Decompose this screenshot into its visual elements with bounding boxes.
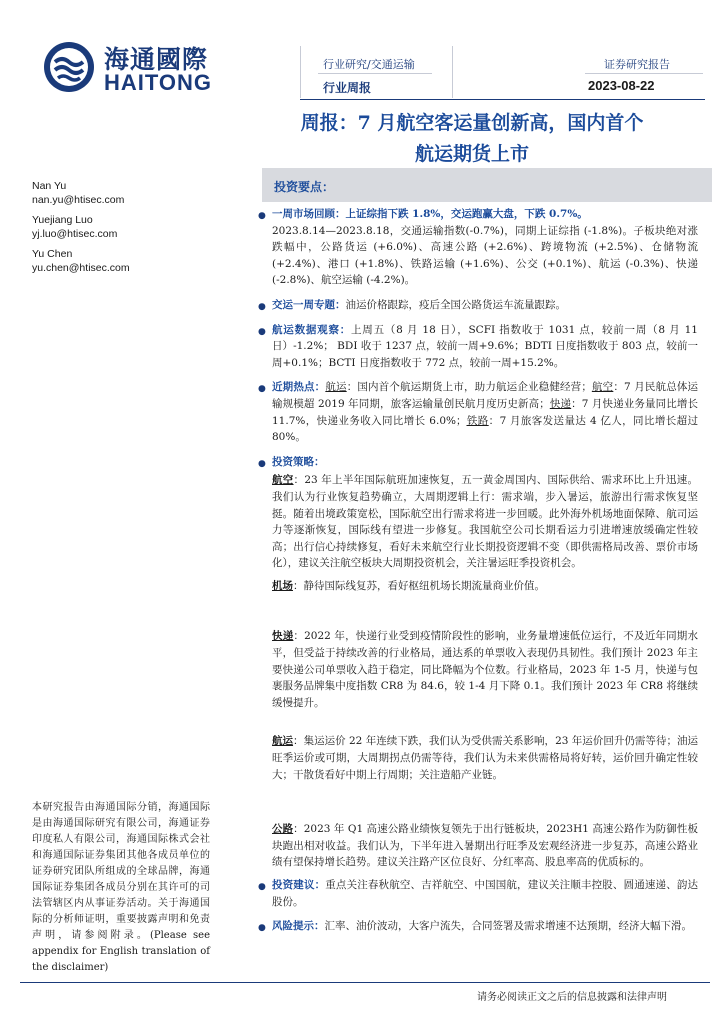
key-points-label: 投资要点： <box>274 180 335 194</box>
section-body: 汇率、油价波动，大客户流失，合同签署及需求增速不达预期，经济大幅下滑。 <box>324 920 692 933</box>
bullet-icon: ● <box>258 384 266 395</box>
paragraph-body: ：集运运价 22 年连续下跌，我们认为受供需关系影响，23 年运价回升仍需等待；油运旺季运价或可期，大周期拐点仍需等待，我们认为未来供需格局将好转，运价回升确定性较大；干散货看好中期上行周期；关注造船产业链。 <box>272 735 699 781</box>
distribution-disclaimer: 本研究报告由海通国际分销，海通国际是由海通国际研究有限公司，海通证券印度私人有限公司，海通国际株式会社和海通国际证券集团其他各成员单位的证券研究团队所组成的全球品牌，海通国际证券集团各成员分别在其许可的司法管辖区内从事证券活动。关于海通国际的分析师证明，重要披露声明和免责声明，请参阅附录。(Please see appendix for English translation of the disclaimer) <box>32 802 210 973</box>
bullet-icon: ● <box>258 211 266 221</box>
report-date: 2023-08-22 <box>588 78 655 93</box>
weekly-topic-section <box>258 297 698 314</box>
paragraph-lead: 机场 <box>272 579 293 592</box>
paragraph-body: ：2023 年 Q1 高速公路业绩恢复领先于出行链板块，2023H1 高速公路作为防御性板块跑出相对收益。我们认为，下半年进入暑期出行旺季及宏观经济进一步复苏，高速公路业绩有望保持增长趋势。建议关注路产区位良好、分红率高、股息率高的优质标的。 <box>272 823 699 869</box>
topic-keyword: 铁路 <box>466 414 489 427</box>
author-name: Yuejiang Luo <box>32 214 93 226</box>
topic-text: ：7 月旅客发送量达 4 亿人，同比增长超过 80%。 <box>272 414 699 444</box>
section-body: 重点关注春秋航空、吉祥航空、中国国航，建议关注顺丰控股、圆通速递、韵达股份。 <box>272 879 699 908</box>
topic-text: ：7 月民航总体运输规模超 2019 年同期，旅客运输量创民航月度历史新高； <box>272 381 699 410</box>
footer-notice: 请务必阅读正文之后的信息披露和法律声明 <box>477 992 667 1003</box>
header-rule <box>300 99 705 100</box>
section-lead: 交运一周专题： <box>272 298 346 311</box>
bullet-icon: ● <box>258 882 266 892</box>
bullet-icon: ● <box>258 458 266 469</box>
author-name: Nan Yu <box>32 180 67 192</box>
author-email[interactable]: nan.yu@htisec.com <box>32 194 125 206</box>
strategy-road <box>258 821 698 871</box>
section-body: 2023.8.14—2023.8.18，交通运输指数(-0.7%)，同期上证综指 (-1.8%)。子板块绝对涨跌幅中，公路货运 (+6.0%)、高速公路 (+2.6%)、跨境物流 (+2.5%)、仓储物流 (+2.4%)、港口 (+1.8%)、铁路运输 (+1.6%)、公交 (+0.1%)、航运 (-0.3%)、快递 (-2.8%)、航空运输 (-4.2%)。 <box>272 224 698 287</box>
strategy-airline <box>258 472 698 572</box>
paragraph-lead: 公路 <box>272 823 294 836</box>
section-lead: 风险提示： <box>272 920 325 933</box>
title-line: 航运期货上市 <box>414 143 529 165</box>
risk-section <box>258 918 698 935</box>
page-title <box>262 108 682 170</box>
shipping-data-section <box>258 322 698 372</box>
section-body: 上周五（8 月 18 日），SCFI 指数收于 1031 点，较前一周（8 月 11 日）-1.2%； BDI 收于 1237 点，较前一周+9.6%；BDTI 日度指数收于 803 点，较前一周+0.1%；BCTI 日度指数收于 772 点，较前一周+15.2%。 <box>272 323 698 369</box>
report-kind: 行业周报 <box>323 81 372 95</box>
paragraph-body: ：23 年上半年国际航班加速恢复，五一黄金周国内、国际供给、需求环比上升迅速。我们认为行业恢复趋势确立，大周期逻辑上行：需求端，步入暑运，旅游出行需求恢复坚挺。随着出境政策宽松，国际航空出行需求将进一步回暖。此外海外机场地面保障、航司运力等逐渐恢复，国际线有望进一步修复。我国航空公司长期看运力引进增速放缓确定性较高；出行信心持续修复，看好未来航空行业长期投资逻辑不变（即供需格局改善、票价市场化），建议关注航空板块大周期投资机会，关注暑运旺季投资机会。 <box>272 474 698 570</box>
paragraph-lead: 快递 <box>272 630 294 643</box>
category-divider <box>318 73 432 74</box>
strategy-express <box>258 628 698 711</box>
author-name: Yu Chen <box>32 248 73 260</box>
header-divider <box>300 46 301 98</box>
logo-chinese-name: 海通國際 <box>104 45 209 74</box>
footer-rule <box>20 982 710 983</box>
section-lead: 投资建议： <box>272 879 326 891</box>
strategy-shipping <box>258 733 698 783</box>
main-content <box>258 206 698 943</box>
section-lead: 近期热点： <box>272 381 326 394</box>
paragraph-body: ：静待国际线复苏，看好枢纽机场长期流量商业价值。 <box>293 579 545 592</box>
paragraph-body: ：2022 年，快递行业受到疫情阶段性的影响，业务量增速低位运行，不及近年同期水平，但受益于持续改善的行业格局，通达系的单票收入表现仍具韧性。我们预计 2023 年主要快递公司单票收入趋于稳定，同比降幅为个位数。行业格局，2023 年 1-5 月，快递与包裹服务品牌集中度指数 CR8 为 84.6，较 1-4 月下降 0.1。我们预计 2023 年 CR8 将继续缓慢提升。 <box>272 630 698 709</box>
header-divider <box>452 46 453 98</box>
bullet-icon: ● <box>258 326 266 337</box>
strategy-section <box>258 454 698 471</box>
bullet-icon: ● <box>258 923 266 934</box>
paragraph-lead: 航空 <box>272 474 294 487</box>
section-lead: 投资策略： <box>272 455 325 468</box>
topic-keyword: 航空 <box>591 381 614 394</box>
bullet-icon: ● <box>258 301 266 312</box>
topic-text: ：国内首个航运期货上市，助力航运企业稳健经营； <box>346 381 592 394</box>
topic-text: ：7 月快递业务量同比增长 11.7%，快递业务收入同比增长 6.0%； <box>272 397 698 427</box>
type-divider <box>585 73 703 74</box>
market-review-section <box>258 206 698 289</box>
investment-advice-section <box>258 877 698 910</box>
hot-topics-section <box>258 379 698 445</box>
section-lead: 航运数据观察： <box>272 323 352 336</box>
author-email[interactable]: yj.luo@htisec.com <box>32 228 118 240</box>
report-category: 行业研究/交通运输 <box>323 58 415 71</box>
paragraph-lead: 航运 <box>272 735 294 748</box>
section-body: 油运价格跟踪，疫后全国公路货运车流量跟踪。 <box>345 298 566 311</box>
topic-keyword: 航运 <box>325 381 347 394</box>
section-lead: 一周市场回顾：上证综指下跌 1.8%，交运跑赢大盘，下跌 0.7%。 <box>272 208 588 220</box>
title-line: 周报：7 月航空客运量创新高，国内首个 <box>300 112 644 134</box>
author-email[interactable]: yu.chen@htisec.com <box>32 262 130 274</box>
topic-keyword: 快递 <box>549 397 572 410</box>
logo-english-name: HAITONG <box>104 70 213 95</box>
report-type: 证券研究报告 <box>604 58 670 71</box>
strategy-airport <box>258 578 698 595</box>
haitong-logo-icon <box>42 40 96 94</box>
